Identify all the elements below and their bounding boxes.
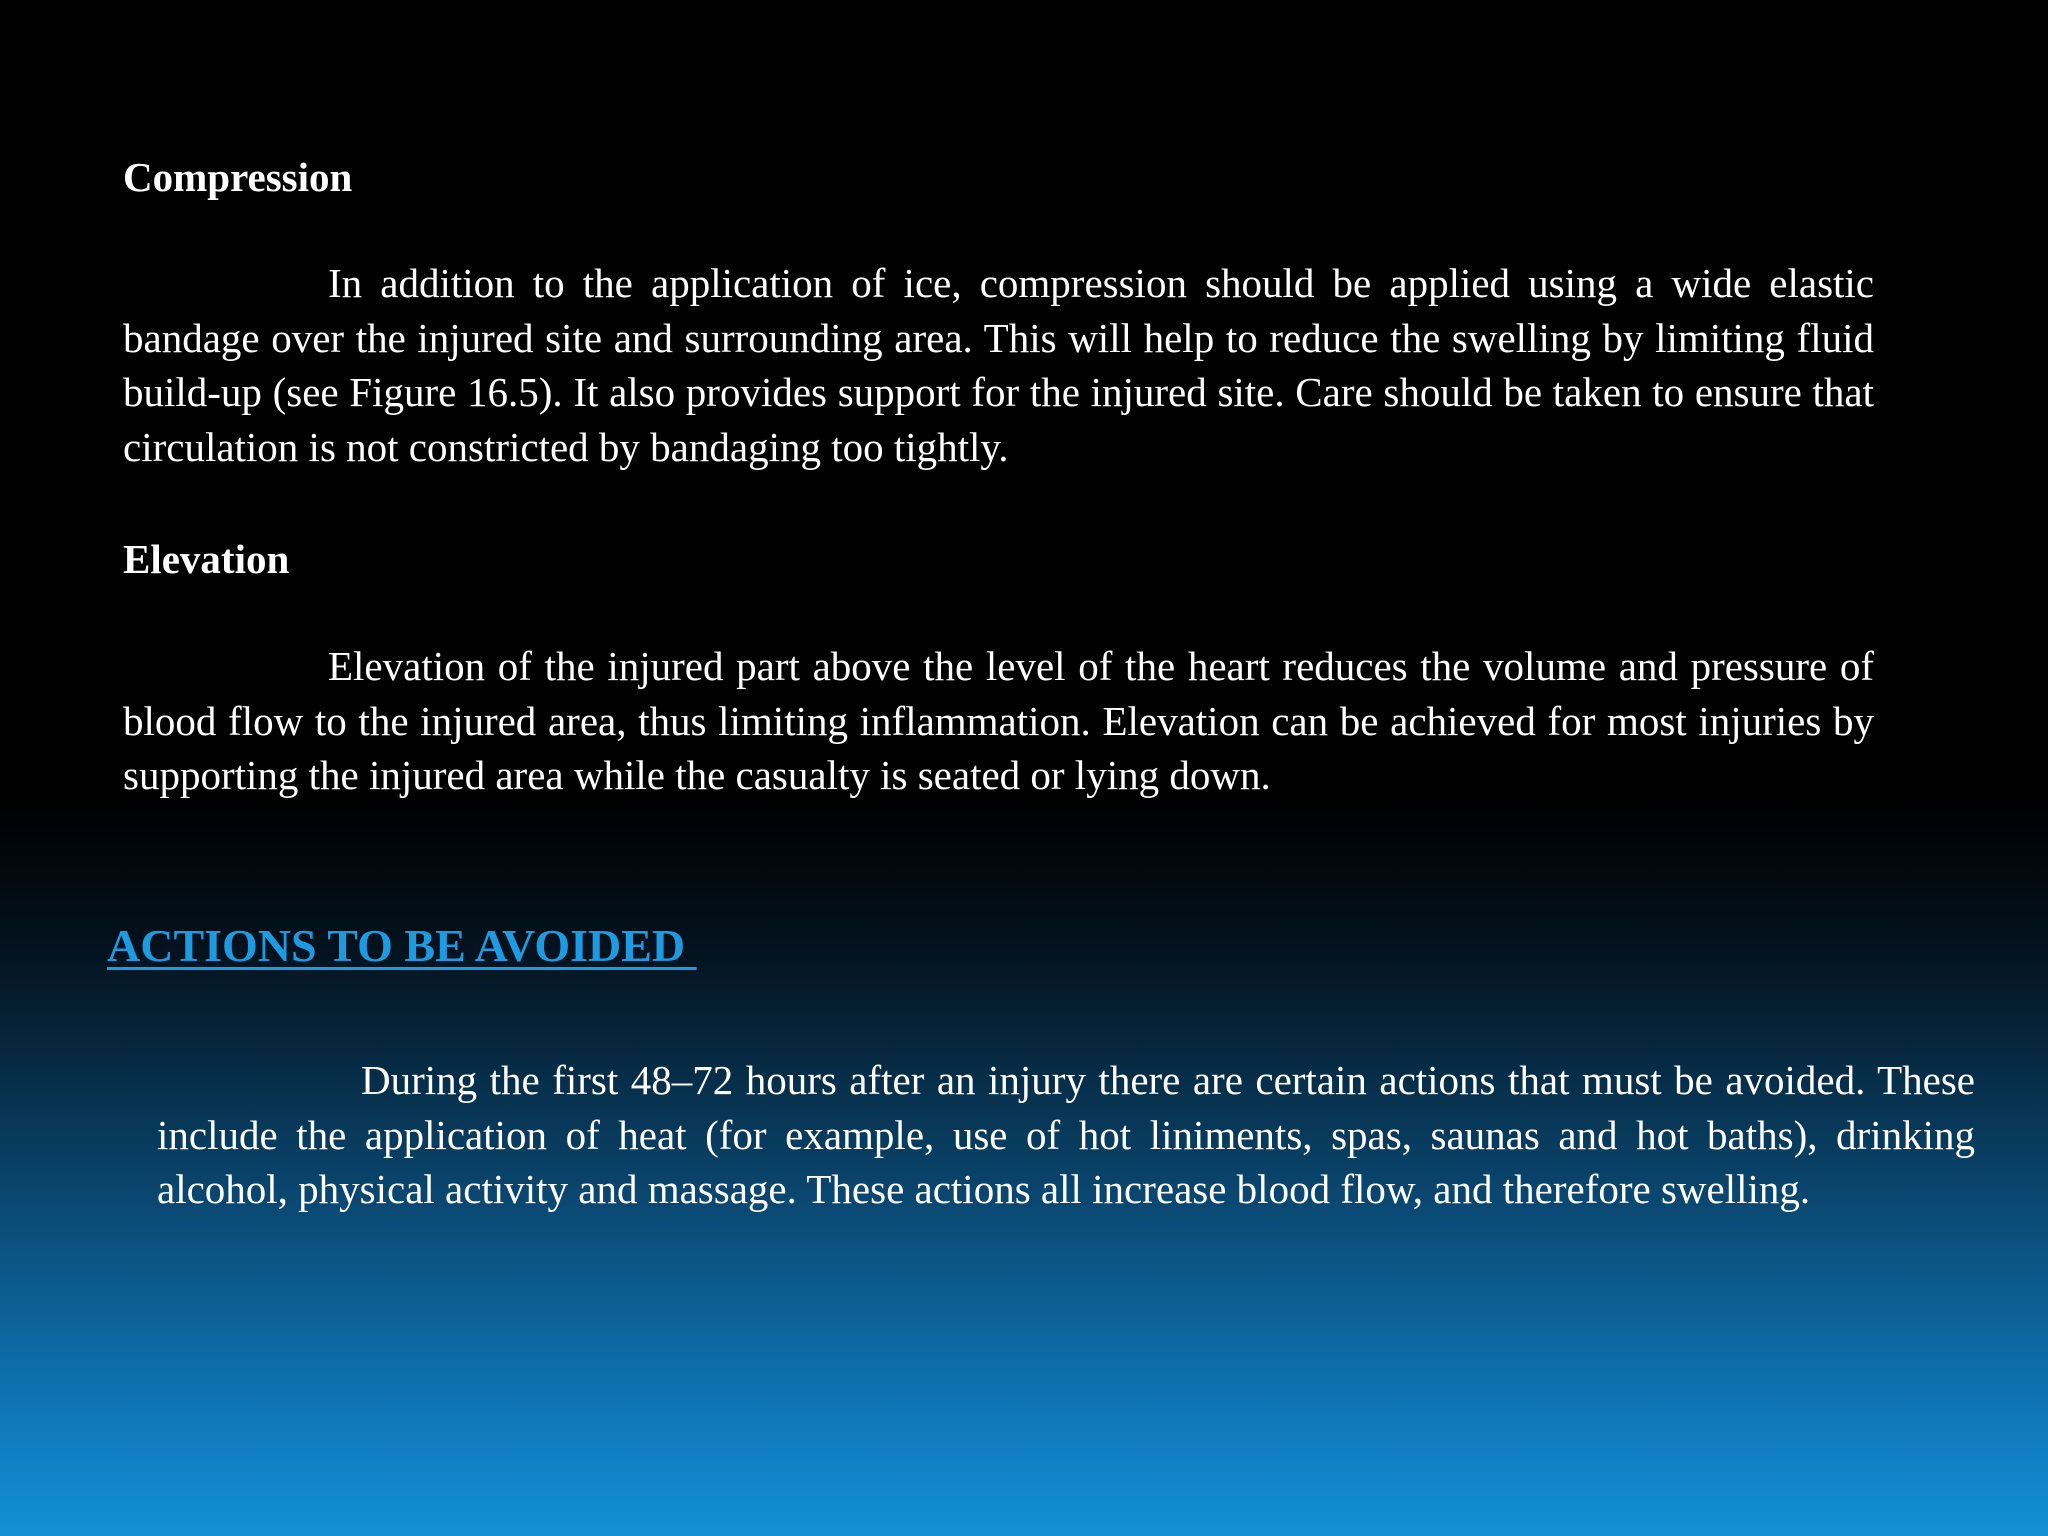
compression-heading: Compression: [123, 154, 353, 200]
compression-text: In addition to the application of ice, compression should be applied using a wide elastic bandage over the injured site and surrounding area. This will help to reduce the swelling by limiting fluid build-up (see Figure 16.5). It also provides support for the injured site. Care should be taken to ensure that circulation is not constricted by bandaging too tightly.: [123, 260, 1874, 470]
actions-paragraph: [157, 1053, 1975, 1217]
elevation-text: Elevation of the injured part above the level of the heart reduces the volume and pressure of blood flow to the injured area, thus limiting inflammation. Elevation can be achieved for most injuries by supporting the injured area while the casualty is seated or lying down.: [123, 643, 1874, 798]
elevation-paragraph: [123, 639, 1874, 803]
elevation-heading: Elevation: [123, 536, 290, 582]
actions-text: During the first 48–72 hours after an injury there are certain actions that must be avoided. These include the application of heat (for example, use of hot liniments, spas, saunas and hot baths), drinking alcohol, physical activity and massage. These actions all increase blood flow, and therefore swelling.: [157, 1057, 1975, 1212]
compression-paragraph: [123, 256, 1874, 474]
actions-to-be-avoided-heading: ACTIONS TO BE AVOIDED: [107, 920, 697, 971]
